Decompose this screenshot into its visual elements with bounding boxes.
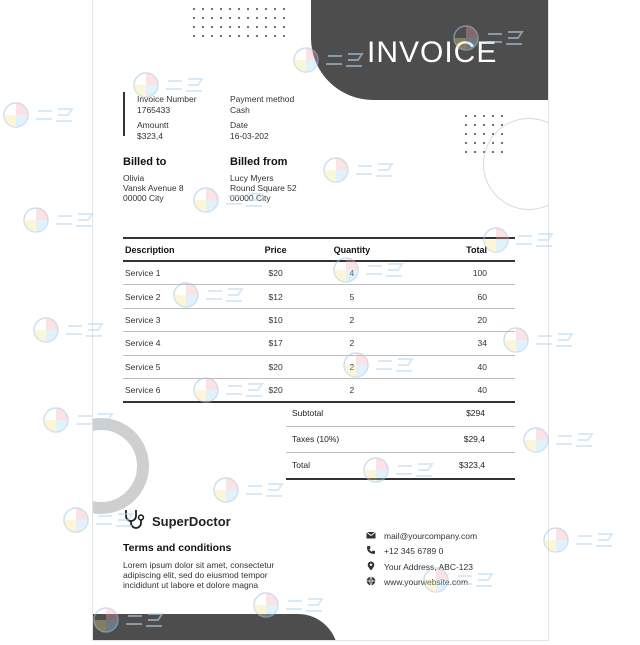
billed-from-heading: Billed from: [230, 156, 288, 168]
brand-logo: [123, 508, 231, 535]
row-price: $12: [246, 285, 306, 308]
decorative-circle: [483, 118, 548, 210]
table-row: [123, 308, 515, 331]
date-label: Date: [230, 120, 248, 130]
table-row: [123, 332, 515, 355]
contact-website-text: www.yourwebsite.com: [384, 577, 469, 588]
row-price: $20: [246, 261, 306, 285]
taxes-label: Taxes (10%): [292, 434, 340, 444]
row-description: Service 2: [123, 285, 246, 308]
stethoscope-icon: [123, 508, 147, 535]
row-description: Service 6: [123, 378, 246, 402]
row-price: $17: [246, 332, 306, 355]
subtotal-value: $294: [466, 408, 485, 418]
row-total: 40: [398, 378, 515, 402]
contact-phone: [366, 544, 477, 560]
invoice-number-block: [137, 94, 197, 116]
billed-from-address: Round Square 52: [230, 183, 297, 193]
subtotal-row: [286, 401, 515, 427]
billed-to-name: Olivia: [123, 173, 145, 183]
table-row: [123, 355, 515, 378]
footer-band: [93, 614, 338, 640]
invoice-number-label: Invoice Number: [137, 94, 197, 104]
row-quantity: 2: [305, 355, 398, 378]
payment-block: [230, 94, 294, 116]
mail-icon: [366, 530, 376, 542]
contact-email-text: mail@yourcompany.com: [384, 530, 478, 541]
row-price: $20: [246, 355, 306, 378]
amount-value: $323,4: [137, 131, 163, 141]
contact-address-text: Your Address, ABC-123: [384, 561, 473, 572]
date-value: 16-03-202: [230, 131, 269, 141]
row-quantity: 4: [305, 261, 398, 285]
total-value: $323,4: [459, 460, 485, 470]
table-header-row: [123, 238, 515, 261]
contact-website: [366, 575, 477, 591]
row-total: 40: [398, 355, 515, 378]
subtotal-label: Subtotal: [292, 408, 324, 418]
taxes-row: [286, 427, 515, 453]
taxes-value: $29,4: [463, 434, 485, 444]
location-pin-icon: [366, 561, 376, 573]
row-total: 20: [398, 308, 515, 331]
billed-to-heading: Billed to: [123, 156, 167, 168]
row-quantity: 2: [305, 308, 398, 331]
row-total: 100: [398, 261, 515, 285]
billed-from-name: Lucy Myers: [230, 173, 274, 183]
contact-address: [366, 559, 477, 575]
row-description: Service 3: [123, 308, 246, 331]
row-description: Service 1: [123, 261, 246, 285]
billed-from-block: [230, 173, 297, 203]
row-total: 60: [398, 285, 515, 308]
billed-to-block: [123, 173, 184, 203]
items-table: [123, 237, 515, 403]
billed-from-city: 00000 City: [230, 193, 271, 203]
table-row: [123, 285, 515, 308]
col-description-header: Description: [123, 238, 246, 261]
decorative-ring: [93, 418, 149, 514]
amount-label: Amountt: [137, 120, 169, 130]
amount-block: [137, 120, 169, 142]
row-price: $20: [246, 378, 306, 402]
row-quantity: 2: [305, 378, 398, 402]
payment-value: Cash: [230, 105, 250, 115]
billed-to-city: 00000 City: [123, 193, 164, 203]
row-quantity: 2: [305, 332, 398, 355]
globe-icon: [366, 576, 376, 588]
table-row: [123, 261, 515, 285]
date-block: [230, 120, 269, 142]
brand-name: SuperDoctor: [152, 514, 231, 529]
payment-label: Payment method: [230, 94, 295, 104]
row-total: 34: [398, 332, 515, 355]
billed-to-address: Vansk Avenue 8: [123, 183, 184, 193]
row-description: Service 4: [123, 332, 246, 355]
contact-phone-text: +12 345 6789 0: [384, 546, 444, 557]
row-description: Service 5: [123, 355, 246, 378]
col-quantity-header: Quantity: [305, 238, 398, 261]
phone-icon: [366, 545, 376, 557]
page-title: INVOICE: [367, 36, 498, 69]
contact-list: [366, 528, 477, 590]
terms-text: Lorem ipsum dolor sit amet, consectetur adipiscing elit, sed do eiusmod tempor incididunt ut labore et dolore magna: [123, 560, 275, 590]
col-total-header: Total: [398, 238, 515, 261]
row-quantity: 5: [305, 285, 398, 308]
table-row: [123, 378, 515, 402]
invoice-page: [93, 0, 548, 640]
total-label: Total: [292, 460, 310, 470]
watermark-logo: [0, 95, 100, 140]
contact-email: [366, 528, 477, 544]
row-price: $10: [246, 308, 306, 331]
watermark-logo: [540, 520, 640, 565]
col-price-header: Price: [246, 238, 306, 261]
terms-heading: Terms and conditions: [123, 542, 232, 554]
meta-accent-bar: [123, 92, 125, 136]
summary-block: [286, 401, 515, 480]
total-row: [286, 453, 515, 480]
invoice-number-value: 1765433: [137, 105, 171, 115]
